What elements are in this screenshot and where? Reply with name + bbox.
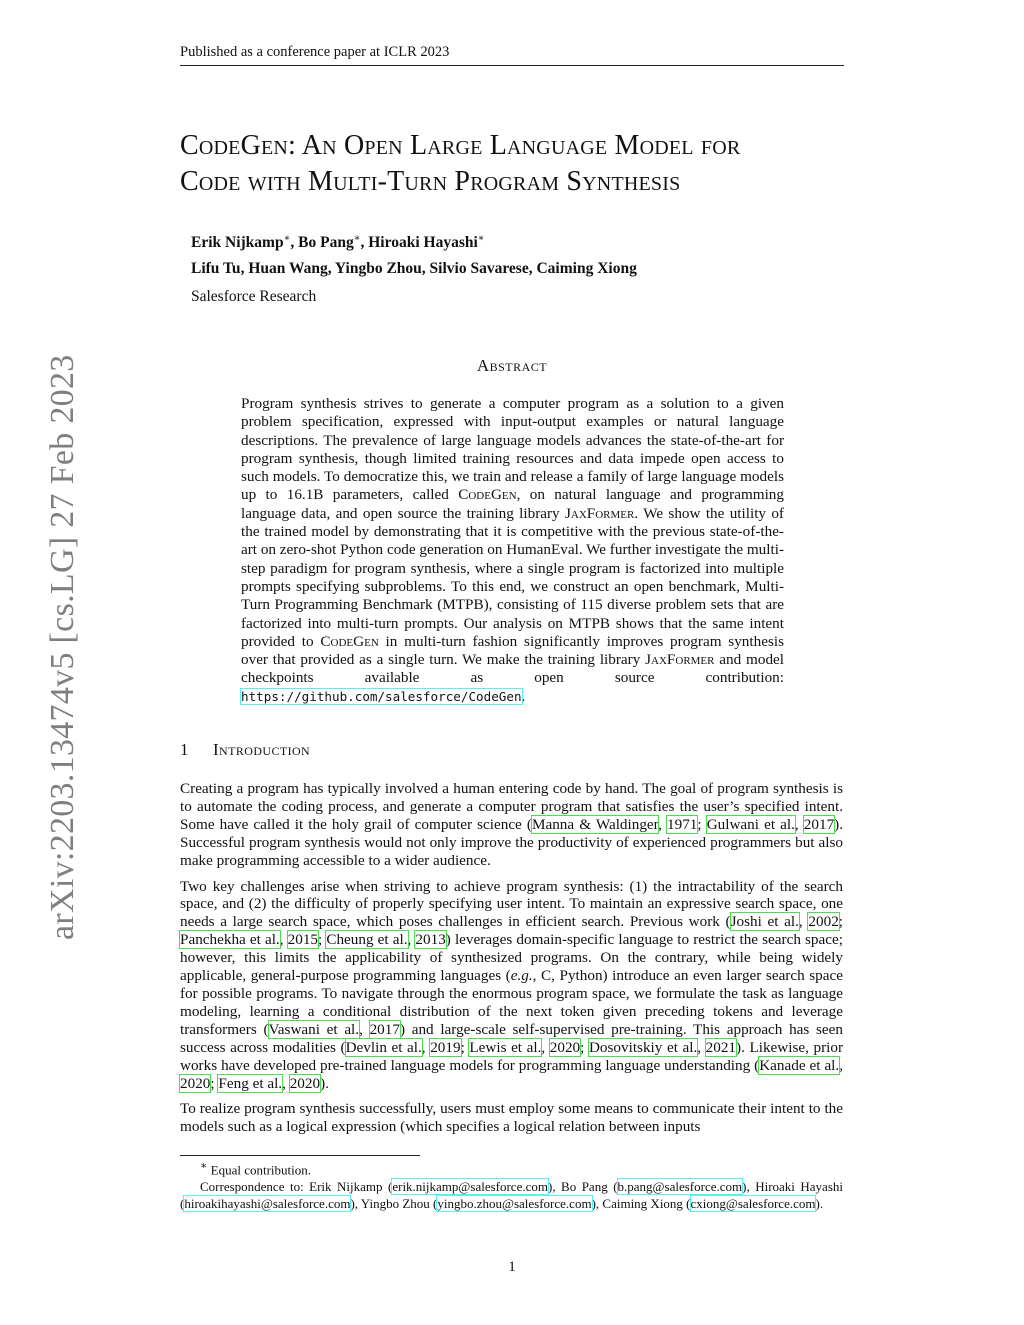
page-number: 1 (508, 1259, 516, 1275)
author-name: Yingbo Zhou (334, 260, 422, 278)
abstract-segment: in multi-turn fashion significantly improves program synthesis over that provided as a single turn. We make the training library (241, 632, 784, 669)
citation-link[interactable]: 2020 (549, 1038, 581, 1056)
citation-link[interactable]: Dosovitskiy et al. (588, 1038, 698, 1056)
paragraph: To realize program synthesis successfully, users must employ some means to communicate their intent to the models such as a logical expression (which specifies a logical relation between inputs (180, 1100, 843, 1136)
text-run: Two key challenges arise when striving to achieve program synthesis: (1) the intractability of the search space, and (2) the difficulty of properly specifying user intent. To maintain an expressive search space, one needs a large search space, which poses challenges in efficient search. Previous work ( (180, 877, 843, 931)
citation-link[interactable]: 2020 (289, 1074, 321, 1092)
author-list (191, 226, 851, 282)
paper-title-line-1: CodeGen: An Open Large Language Model for (180, 130, 741, 161)
author-name: Lifu Tu (191, 260, 241, 278)
citation-link[interactable]: 2015 (287, 931, 318, 949)
abstract-heading: Abstract (476, 356, 548, 375)
model-name-codegen: CodeGen (458, 486, 517, 504)
footnote-text: ), Hiroaki Hayashi ( (180, 1178, 843, 1211)
text-run: ). (320, 1074, 329, 1092)
footnote-divider (180, 1155, 420, 1156)
equal-contribution-mark: ∗ (353, 233, 361, 244)
abstract-segment: Program synthesis strives to generate a computer program as a solution to a given problem specification, expressed with input-output examples or natural language descriptions. The prevalence of large language models advances the state-of-the-art for program synthesis, though limited training resources and data impede open access to such models. To democratize this, we train and release a family of large language models up to 16.1B parameters, called (241, 395, 784, 504)
library-name-jaxformer: JaxFormer (564, 504, 635, 522)
citation-link[interactable]: Panchekha et al. (180, 931, 280, 949)
citation-link[interactable]: Devlin et al. (345, 1038, 422, 1056)
section-number: 1 (180, 740, 189, 759)
abstract-segment: and model checkpoints available as open source contribution: (241, 651, 785, 687)
text-run: ). Likewise, prior works have developed pre-trained language models for programming language understanding ( (180, 1038, 844, 1074)
footnote-text: ), Bo Pang ( (547, 1178, 618, 1194)
footnotes (180, 1158, 843, 1212)
citation-link[interactable]: 2017 (803, 815, 835, 833)
citation-link[interactable]: Gulwani et al. (706, 815, 795, 833)
footnote-equal-contribution (180, 1158, 843, 1179)
citation-link[interactable]: Kanade et al. (759, 1056, 840, 1074)
footnote-text: ), Yingbo Zhou ( (350, 1195, 438, 1211)
email-link[interactable]: cxiong@salesforce.com (690, 1195, 816, 1211)
section-title: Introduction (213, 740, 311, 759)
author-name: Bo Pang (298, 234, 354, 252)
text-run: , C, Python) introduce an even larger search space for possible programs. To navigate through the enormous program space, we formulate the task as language modeling, learning a conditional distribution of the next token given preceding tokens and leverage transformers ( (180, 967, 843, 1038)
author-name: Erik Nijkamp (191, 234, 284, 252)
citation-link[interactable]: 2013 (415, 931, 446, 949)
citation-link[interactable]: Cheung et al. (326, 931, 408, 949)
github-repository-link[interactable]: https://github.com/salesforce/CodeGen (241, 688, 522, 704)
text-run: ) leverages domain-specific language to restrict the search space; however, this limits the applicability of synthesized programs. On the contrary, while being widely applicable, general-purpose programming languages ( (180, 931, 843, 985)
citation-link[interactable]: Vaswani et al. (268, 1020, 360, 1038)
text-run: ). Successful program synthesis would not only improve the productivity of experienced programmers but also make programming accessible to a wider audience. (180, 815, 844, 869)
affiliation: Salesforce Research (191, 288, 317, 305)
paper-title-line-2: Code with Multi-Turn Program Synthesis (180, 166, 681, 197)
introduction-body (180, 780, 843, 1144)
paragraph: Creating a program has typically involved a human entering code by hand. The goal of program synthesis is to automate the coding process, and generate a computer program that satisfies the user’s specified intent. Some have called it the holy grail of computer science (Manna & Waldinger, 1971; Gulwani et al., 2017). Successful program synthesis would not only improve the productivity of experienced programmers but also make programming accessible to a wider audience. (180, 780, 844, 869)
section-heading-introduction (180, 740, 310, 760)
paper-title (180, 128, 860, 200)
email-link[interactable]: b.pang@salesforce.com (617, 1178, 743, 1194)
author-row-2: Lifu Tu, Huan Wang, Yingbo Zhou, Silvio Savarese, Caiming Xiong (191, 260, 637, 278)
abstract-segment: . We show the utility of the trained model by demonstrating that it is competitive with the previous state-of-the-art on zero-shot Python code generation on HumanEval. We further investigate the multi-step paradigm for program synthesis, where a single program is factorized into multiple prompts specifying subproblems. To this end, we construct an open benchmark, Multi-Turn Programming Benchmark (MTPB), consisting of 115 diverse problem sets that are factorized into multi-turn prompts. Our analysis on MTPB shows that the same intent provided to (241, 504, 784, 650)
author-name: Huan Wang (248, 260, 328, 278)
footnote-text: ), Caiming Xiong ( (591, 1195, 691, 1211)
abstract-text (241, 395, 784, 706)
author-name: Hiroaki Hayashi (368, 234, 478, 252)
footnote-mark: ∗ (200, 1160, 208, 1172)
equal-contribution-mark: ∗ (477, 233, 485, 244)
text-run: Creating a program has typically involved a human entering code by hand. The goal of program synthesis is to automate the coding process, and generate a computer program that satisfies the user’s specified intent. Some have called it the holy grail of computer science ( (180, 780, 843, 833)
footnote-correspondence (180, 1179, 843, 1212)
author-row-1: Erik Nijkamp∗, Bo Pang∗, Hiroaki Hayashi∗ (191, 233, 485, 252)
citation-link[interactable]: 1971 (667, 815, 698, 833)
arxiv-identifier-stamp: arXiv:2203.13474v5 [cs.LG] 27 Feb 2023 (44, 354, 81, 940)
email-link[interactable]: yingbo.zhou@salesforce.com (437, 1195, 592, 1211)
paragraph: Two key challenges arise when striving to achieve program synthesis: (1) the intractability of the search space, and (2) the difficulty of properly specifying user intent. To maintain an expressive search space, one needs a large search space, which poses challenges in efficient search. Previous work (Joshi et al., 2002; Panchekha et al., 2015; Cheung et al., 2013) leverages domain-specific language to restrict the search space; however, this limits the applicability of synthesized programs. On the contrary, while being widely applicable, general-purpose programming languages (e.g., C, Python) introduce an even larger search space for possible programs. To navigate through the enormous program space, we formulate the task as language modeling, learning a conditional distribution of the next token given preceding tokens and leverage transformers (Vaswani et al., 2017) and large-scale self-supervised pre-training. This approach has seen success across modalities (Devlin et al., 2019; Lewis et al., 2020; Dosovitskiy et al., 2021). Likewise, prior works have developed pre-trained language models for programming language understanding (Kanade et al., 2020; Feng et al., 2020). (180, 877, 844, 1092)
footnote-text: Equal contribution. (210, 1162, 311, 1178)
model-name-codegen: CodeGen (320, 632, 379, 650)
author-name: Silvio Savarese (429, 260, 529, 278)
citation-link[interactable]: 2021 (705, 1038, 737, 1056)
citation-link[interactable]: 2020 (180, 1074, 211, 1092)
text-run: ) and large-scale self-supervised pre-training. This approach has seen success across modalities ( (180, 1020, 844, 1056)
footnote-text: Correspondence to: Erik Nijkamp ( (200, 1178, 393, 1194)
email-link[interactable]: hiroakihayashi@salesforce.com (184, 1195, 351, 1211)
citation-link[interactable]: Manna & Waldinger (531, 815, 659, 833)
citation-link[interactable]: 2002 (808, 913, 839, 931)
citation-link[interactable]: Joshi et al. (730, 913, 799, 931)
citation-link[interactable]: Lewis et al. (469, 1038, 542, 1056)
footnote-text: ). (815, 1195, 824, 1211)
author-name: Caiming Xiong (536, 260, 637, 278)
email-link[interactable]: erik.nijkamp@salesforce.com (392, 1178, 548, 1194)
emphasis: e.g. (510, 967, 533, 985)
abstract-segment: . (521, 687, 526, 705)
equal-contribution-mark: ∗ (283, 233, 291, 244)
abstract-segment: , on natural language and programming language data, and open source the training library (241, 486, 784, 522)
library-name-jaxformer: JaxFormer (645, 651, 715, 669)
citation-link[interactable]: Feng et al. (218, 1074, 283, 1092)
running-header: Published as a conference paper at ICLR 2023 (180, 44, 844, 66)
citation-link[interactable]: 2017 (369, 1020, 400, 1038)
citation-link[interactable]: 2019 (430, 1038, 461, 1056)
